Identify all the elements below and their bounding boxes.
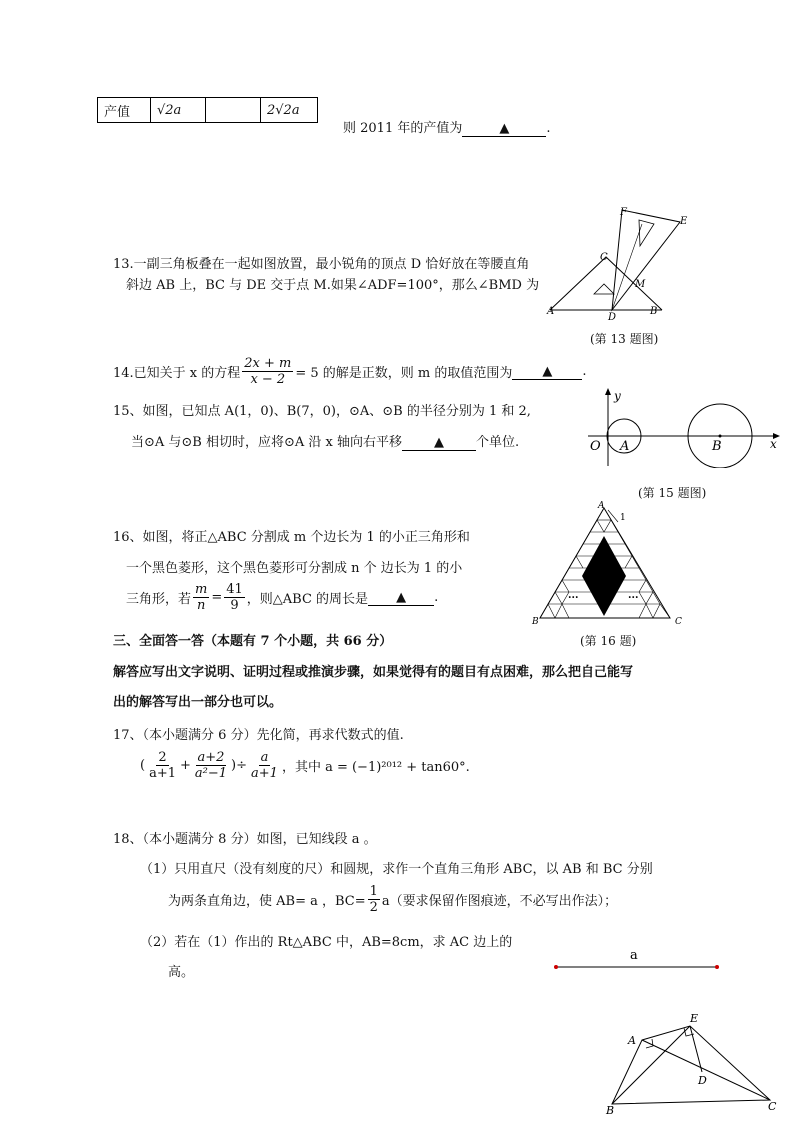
fig15-circles xyxy=(580,386,785,468)
q16-line3a: 三角形，若 xyxy=(126,592,192,607)
q17-f3d: a+1 xyxy=(251,766,278,781)
q14-end: . xyxy=(582,364,587,379)
q14-fraction xyxy=(242,356,293,387)
segment-a-label: a xyxy=(630,948,638,963)
q17-f2d: a²−1 xyxy=(194,766,228,781)
q16-fn: m xyxy=(195,582,208,597)
fig16-dots-right: ... xyxy=(628,590,639,601)
q16-end: . xyxy=(434,590,439,605)
q12-blank xyxy=(462,121,546,137)
q18-part1: （1）只用直尺（没有刻度的尺）和圆规，求作一个直角三角形 ABC，以 AB 和 BC 分别 xyxy=(140,862,653,877)
q17-paren-open: ( xyxy=(140,758,146,773)
q16-line3 xyxy=(126,582,438,613)
q17-divide: )÷ xyxy=(231,758,248,773)
q14-pre: 14.已知关于 x 的方程 xyxy=(113,366,241,381)
q17-f1d: a+1 xyxy=(149,766,176,781)
q14-line xyxy=(113,356,587,387)
section3-instruction1: 解答应写出文字说明、证明过程或推演步骤，如果觉得有的题目有点困难，那么把自己能写 xyxy=(113,665,634,680)
section3-title: 三、全面答一答（本题有 7 个小题，共 66 分） xyxy=(113,634,393,649)
q16-line2: 一个黑色菱形，这个黑色菱形可分割成 n 个 边长为 1 的小 xyxy=(126,561,463,576)
q16-fraction-mn xyxy=(193,582,209,613)
fig16-label-1: 1 xyxy=(620,513,626,523)
segment-a xyxy=(550,945,725,975)
q12-text: 则 2011 年的产值为 xyxy=(343,121,463,136)
table-cell-value3: 2√2a xyxy=(261,98,318,123)
fig19-label-D: D xyxy=(698,1074,707,1087)
q15-line2a: 当⊙A 与⊙B 相切时，应将⊙A 沿 x 轴向右平移 xyxy=(131,435,403,450)
fig16-dots-left: ... xyxy=(568,590,579,601)
fig13-triangles xyxy=(544,202,694,322)
q18-p1b-a: 为两条直角边，使 AB= a ，BC= xyxy=(168,894,366,909)
q18-part2b: 高。 xyxy=(168,965,195,980)
q13-line2: 斜边 AB 上，BC 与 DE 交于点 M.如果∠ADF=100°，那么∠BMD 为 xyxy=(126,278,540,293)
fig19-label-B: B xyxy=(606,1104,615,1117)
q17-line1: 17、（本小题满分 6 分）先化简，再求代数式的值. xyxy=(113,728,404,743)
q16-eq: = xyxy=(211,590,223,605)
fig19-label-A: A xyxy=(628,1034,636,1047)
fig16-label-A: A xyxy=(598,501,605,511)
q14-blank xyxy=(512,364,582,380)
q17-f2n: a+2 xyxy=(197,750,225,765)
q17-frac3 xyxy=(249,750,280,781)
q14-num: 2x + m xyxy=(244,356,292,371)
q18-hd: 2 xyxy=(369,900,378,915)
fig13-label-D: D xyxy=(608,312,617,322)
q17-tail: ，其中 a = (−1)²⁰¹² + tan60°. xyxy=(281,760,470,775)
fig15-label-y: y xyxy=(614,389,621,403)
table-cell-value2 xyxy=(206,98,261,123)
fig19-label-E: E xyxy=(690,1012,699,1025)
fig13-caption: (第 13 题图) xyxy=(590,332,659,346)
q15-line1: 15、如图，已知点 A(1，0)、B(7，0)，⊙A、⊙B 的半径分别为 1 和 2, xyxy=(113,404,531,419)
fig16-caption: (第 16 题) xyxy=(580,634,637,648)
q16-line1: 16、如图，将正△ABC 分割成 m 个边长为 1 的小正三角形和 xyxy=(113,530,470,545)
fig15-label-x: x xyxy=(770,437,777,451)
q18-hn: 1 xyxy=(369,884,378,899)
fig19-quadrilateral xyxy=(598,1008,788,1118)
fig15-label-A: A xyxy=(620,439,630,454)
fig13-label-E: E xyxy=(680,216,688,227)
q18-part2a: （2）若在（1）作出的 Rt△ABC 中，AB=8cm，求 AC 边上的 xyxy=(140,935,513,950)
q17-f3n: a xyxy=(260,750,269,765)
production-table xyxy=(97,97,318,123)
q17-f1n: 2 xyxy=(158,750,167,765)
q16-blank xyxy=(368,590,434,606)
q16-fd: n xyxy=(196,598,206,613)
triangle-marker-icon: ▲ xyxy=(434,435,445,450)
fig13-label-M: M xyxy=(635,279,646,290)
fig13-label-C: C xyxy=(600,252,608,263)
q18-line1: 18、（本小题满分 8 分）如图，已知线段 a 。 xyxy=(113,832,377,847)
fig15-caption: (第 15 题图) xyxy=(638,486,707,500)
q15-line2b: 个单位. xyxy=(476,435,520,450)
q15-blank xyxy=(402,435,476,451)
q18-p1b-b: a（要求保留作图痕迹，不必写出作法）； xyxy=(381,894,618,909)
q12-answer-line xyxy=(343,117,551,137)
q17-frac2 xyxy=(193,750,229,781)
fig16-label-C: C xyxy=(675,617,682,627)
q18-half-fraction xyxy=(368,884,380,915)
q15-line2 xyxy=(131,431,519,451)
q18-part1b xyxy=(168,884,617,915)
fig13-label-A: A xyxy=(547,306,555,317)
q16-fraction-value xyxy=(224,582,245,613)
q16-line3b: ，则△ABC 的周长是 xyxy=(246,592,369,607)
fig13-label-F: F xyxy=(620,207,627,218)
table-cell-value1: √2a xyxy=(151,98,206,123)
fig15-label-B: B xyxy=(712,439,722,454)
section3-instruction2: 出的解答写出一部分也可以。 xyxy=(113,695,283,710)
triangle-marker-icon: ▲ xyxy=(542,363,553,379)
q17-plus: + xyxy=(180,758,191,773)
q14-den: x − 2 xyxy=(250,372,286,387)
fig15-label-O: O xyxy=(590,439,601,454)
q16-vd: 9 xyxy=(230,598,239,613)
q16-vn: 41 xyxy=(226,582,243,597)
q14-post: = 5 的解是正数，则 m 的取值范围为 xyxy=(295,366,513,381)
triangle-marker-icon: ▲ xyxy=(396,589,407,605)
fig13-label-B: B xyxy=(650,306,658,317)
fig19-label-C: C xyxy=(768,1100,777,1113)
fig16-triangle xyxy=(530,500,690,628)
q17-frac1 xyxy=(147,750,178,781)
triangle-marker-icon: ▲ xyxy=(499,121,510,136)
q12-end: . xyxy=(546,121,551,136)
q17-expression xyxy=(140,750,470,781)
fig16-label-B: B xyxy=(532,617,539,627)
q13-line1: 13.一副三角板叠在一起如图放置，最小锐角的顶点 D 恰好放在等腰直角 xyxy=(113,257,530,272)
table-cell-label: 产值 xyxy=(98,98,151,123)
